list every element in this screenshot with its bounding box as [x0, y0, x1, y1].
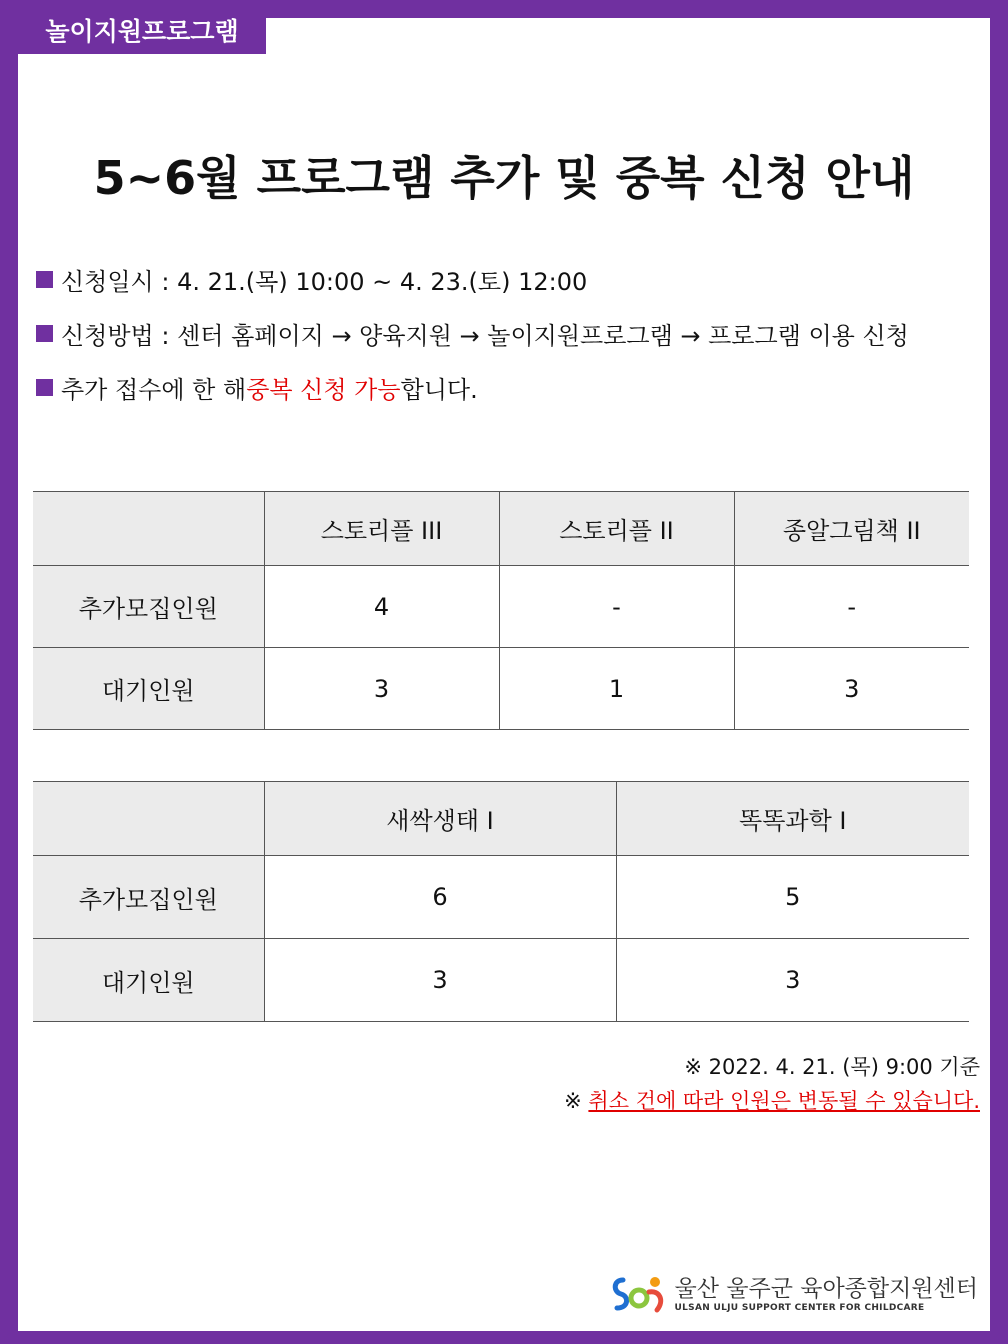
- table-cell: 3: [264, 648, 499, 730]
- info-list: [36, 252, 976, 414]
- center-name-english: ULSAN ULJU SUPPORT CENTER FOR CHILDCARE: [674, 1303, 925, 1313]
- info-method-text: 신청방법 : 센터 홈페이지 → 양육지원 → 놀이지원프로그램 → 프로그램 이용 신청: [61, 321, 909, 350]
- table-cell: 3: [785, 966, 801, 994]
- table-header-cell: 새싹생태 I: [264, 782, 616, 856]
- info-duplicate-pre: 추가 접수에 한 해: [61, 375, 247, 404]
- program-table-2: [33, 781, 969, 1022]
- table-header-cell: 똑똑과학 I: [739, 807, 847, 835]
- change-note-text: 취소 건에 따라 인원은 변동될 수 있습니다.: [588, 1089, 980, 1113]
- info-date: [36, 252, 976, 306]
- category-tag: 놀이지원프로그램: [18, 10, 266, 54]
- table-cell: 1: [499, 648, 734, 730]
- table-header-cell: 종알그림책 II: [782, 517, 921, 545]
- bullet-square-icon: [36, 325, 53, 342]
- row-label-cell: 대기인원: [33, 648, 264, 730]
- program-table-1: [33, 491, 969, 730]
- table-cell: 6: [264, 856, 616, 939]
- change-note: [564, 1084, 980, 1118]
- row-label-cell: 대기인원: [33, 939, 264, 1022]
- info-duplicate: [36, 360, 976, 414]
- bullet-square-icon: [36, 271, 53, 288]
- bullet-square-icon: [36, 379, 53, 396]
- table-cell: 4: [264, 566, 499, 648]
- table-header-row: [33, 492, 969, 566]
- table-cell: 3: [844, 674, 860, 703]
- note-mark: ※: [564, 1089, 589, 1113]
- info-date-text: 신청일시 : 4. 21.(목) 10:00 ~ 4. 23.(토) 12:00: [61, 267, 588, 296]
- table-row: [33, 939, 969, 1022]
- center-logo: [609, 1272, 978, 1316]
- table-header-cell: [33, 782, 264, 856]
- table-header-cell: 스토리플 II: [499, 492, 734, 566]
- table-cell: -: [499, 566, 734, 648]
- table-cell: 3: [264, 939, 616, 1022]
- info-duplicate-post: 합니다.: [400, 375, 478, 404]
- row-label-cell: 추가모집인원: [33, 566, 264, 648]
- center-logo-icon: [609, 1272, 669, 1316]
- basis-note: ※ 2022. 4. 21. (목) 9:00 기준: [684, 1055, 980, 1079]
- info-method: [36, 306, 976, 360]
- table-header-cell: [33, 492, 264, 566]
- info-duplicate-highlight: 중복 신청 가능: [246, 375, 401, 404]
- table-cell: -: [847, 592, 857, 621]
- center-name: 울산 울주군 육아종합지원센터: [674, 1276, 978, 1302]
- table-header-row: [33, 782, 969, 856]
- table-cell: 5: [785, 883, 801, 911]
- table-row: [33, 566, 969, 648]
- page-title: 5~6월 프로그램 추가 및 중복 신청 안내: [93, 151, 915, 205]
- footnotes: [564, 1050, 980, 1118]
- table-row: [33, 856, 969, 939]
- row-label-cell: 추가모집인원: [33, 856, 264, 939]
- table-row: [33, 648, 969, 730]
- table-header-cell: 스토리플 III: [264, 492, 499, 566]
